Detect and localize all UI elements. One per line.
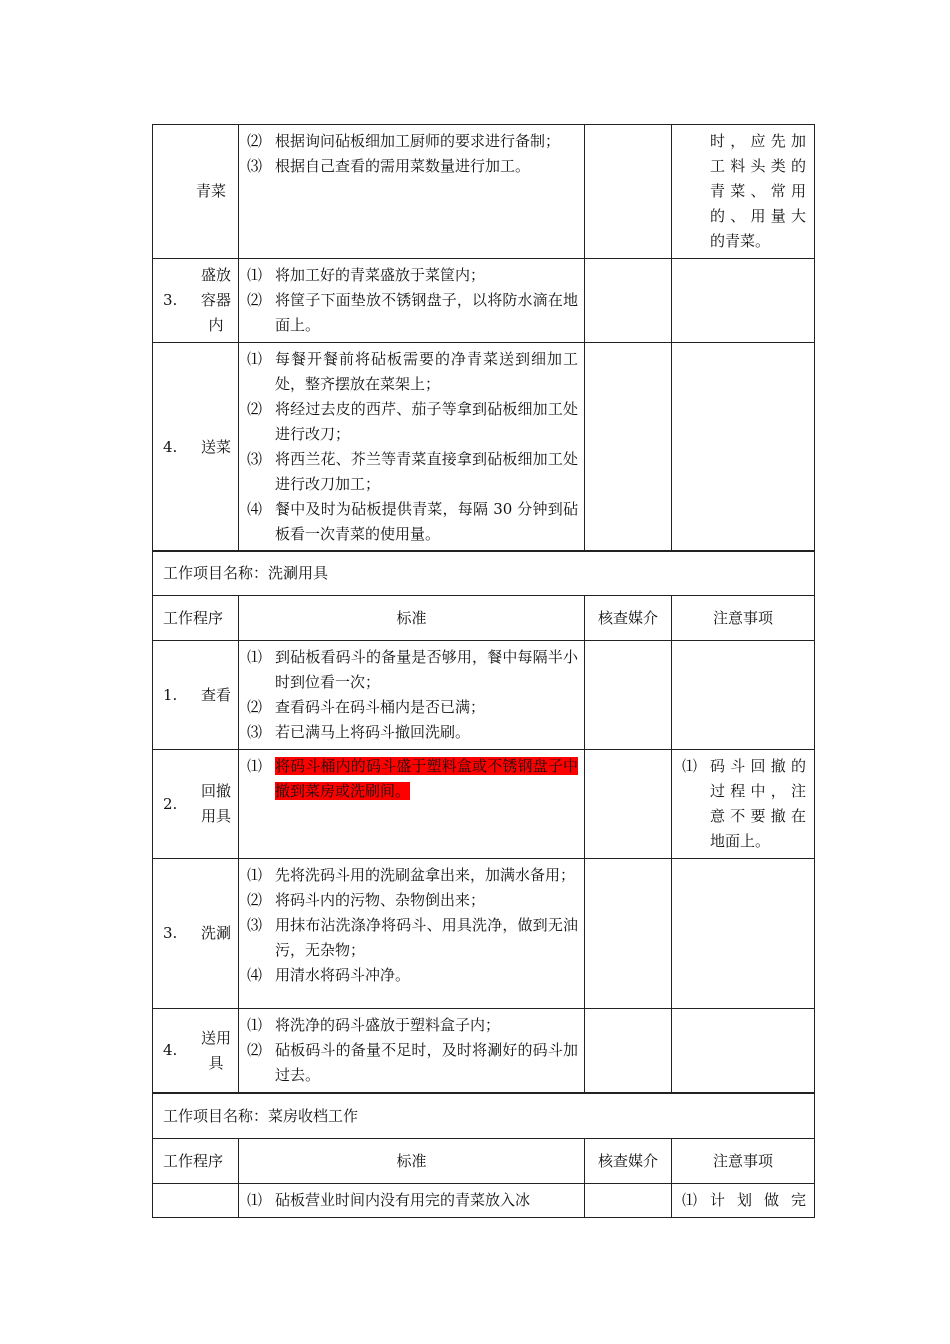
step-cell [153, 259, 239, 343]
standard-text: 用清水将码斗冲净。 [275, 966, 411, 984]
header-notes: 注意事项 [672, 596, 815, 641]
standard-text: 将经过去皮的西芹、茄子等拿到砧板细加工处进行改刀； [275, 400, 578, 443]
note-text: 青菜、常用 [710, 182, 806, 200]
item-marker: ⑷ [247, 966, 263, 984]
item-marker: ⑵ [247, 1041, 263, 1059]
note-text: 过程中，注 [710, 782, 807, 800]
step-number: 3. [163, 924, 178, 942]
table-title-row [153, 1094, 815, 1139]
note-text: 码斗回撤的 [710, 757, 807, 775]
table-row [153, 125, 815, 259]
header-standard: 标准 [239, 596, 585, 641]
highlighted-text: 将码斗桶内的码斗盛于塑料盒或不锈钢盘子中撤到菜房或洗刷间。 [275, 757, 578, 800]
standard-cell [239, 259, 585, 343]
item-marker: ⑴ [247, 757, 263, 775]
check-media-cell [585, 641, 672, 750]
table-row [153, 343, 815, 552]
table-header-row [153, 1139, 815, 1184]
standard-text: 将西兰花、芥兰等青菜直接拿到砧板细加工处进行改刀加工； [275, 450, 578, 493]
item-marker: ⑵ [247, 698, 263, 716]
table-header-row [153, 596, 815, 641]
standard-text: 砧板码斗的备量不足时，及时将涮好的码斗加过去。 [275, 1041, 578, 1084]
note-text: 的青菜。 [710, 232, 771, 250]
table-row [153, 750, 815, 859]
step-name: 查看 [200, 685, 231, 704]
item-marker: ⑵ [247, 400, 263, 418]
check-media-cell [585, 1184, 672, 1218]
step-name: 送菜 [200, 437, 231, 456]
table-title: 工作项目名称：菜房收档工作 [153, 1094, 815, 1139]
standard-text: 查看码斗在码斗桶内是否已满； [275, 698, 486, 716]
step-cell [153, 750, 239, 859]
step-cell [153, 1009, 239, 1093]
note-text: 计 划 做 完 [710, 1191, 807, 1209]
table-row [153, 859, 815, 1009]
item-marker: ⑶ [247, 916, 263, 934]
step-cell [153, 859, 239, 1009]
item-marker: ⑶ [247, 723, 263, 741]
table-row [153, 641, 815, 750]
step-name: 洗涮 [200, 924, 231, 942]
standard-cell [239, 641, 585, 750]
standard-text: 用抹布沾洗涤净将码斗、用具洗净，做到无油污，无杂物； [275, 916, 578, 959]
procedure-table-washing-utensils [152, 550, 815, 1093]
standard-text: 将洗净的码斗盛放于塑料盒子内； [275, 1016, 501, 1034]
item-marker: ⑷ [247, 500, 263, 518]
standard-cell [239, 125, 585, 259]
standard-cell [239, 859, 585, 1009]
check-media-cell [585, 859, 672, 1009]
standard-text: 砧板营业时间内没有用完的青菜放入冰 [275, 1191, 531, 1209]
table-row [153, 259, 815, 343]
standard-text: 根据询问砧板细加工厨师的要求进行备制； [275, 132, 561, 150]
header-notes: 注意事项 [672, 1139, 815, 1184]
step-cell [153, 125, 239, 259]
note-text: 工料头类的 [710, 157, 806, 175]
item-marker: ⑴ [682, 757, 698, 775]
table-row [153, 1184, 815, 1218]
standard-text: 先将洗码斗用的洗刷盆拿出来，加满水备用； [275, 866, 576, 884]
step-number: 4. [163, 437, 178, 456]
header-standard: 标准 [239, 1139, 585, 1184]
item-marker: ⑵ [247, 891, 263, 909]
item-marker: ⑴ [247, 350, 263, 368]
standard-cell [239, 1009, 585, 1093]
notes-cell [672, 750, 815, 859]
table-row [153, 1009, 815, 1093]
standard-text: 将筐子下面垫放不锈钢盘子，以将防水滴在地面上。 [275, 291, 578, 334]
notes-cell [672, 641, 815, 750]
standard-text: 将码斗内的污物、杂物倒出来； [275, 891, 486, 909]
notes-cell [672, 1184, 815, 1218]
check-media-cell [585, 125, 672, 259]
notes-cell [672, 343, 815, 552]
step-cell [153, 1184, 239, 1218]
step-name: 盛放容器内 [200, 266, 231, 334]
item-marker: ⑵ [247, 291, 263, 309]
item-marker: ⑵ [247, 132, 263, 150]
header-check-media: 核查媒介 [585, 1139, 672, 1184]
check-media-cell [585, 750, 672, 859]
check-media-cell [585, 343, 672, 552]
item-marker: ⑴ [682, 1191, 698, 1209]
note-text: 时，应先加 [710, 132, 806, 150]
notes-cell [672, 259, 815, 343]
standard-cell [239, 750, 585, 859]
procedure-table-vegetables [152, 124, 815, 552]
item-marker: ⑴ [247, 866, 263, 884]
table-title-row [153, 551, 815, 596]
step-name: 回撤用具 [200, 782, 231, 825]
item-marker: ⑶ [247, 157, 263, 175]
header-check-media: 核查媒介 [585, 596, 672, 641]
step-cell [153, 343, 239, 552]
header-procedure: 工作程序 [153, 596, 239, 641]
note-text: 意不要撤在 [710, 807, 807, 825]
item-marker: ⑴ [247, 648, 263, 666]
notes-cell [672, 1009, 815, 1093]
standard-text: 若已满马上将码斗撤回洗刷。 [275, 723, 471, 741]
item-marker: ⑴ [247, 1191, 263, 1209]
standard-text: 将加工好的青菜盛放于菜筐内； [275, 266, 486, 284]
standard-text: 餐中及时为砧板提供青菜，每隔 30 分钟到砧板看一次青菜的使用量。 [275, 500, 578, 543]
procedure-table-closing-work [152, 1093, 815, 1218]
standard-cell [239, 343, 585, 552]
step-number: 3. [163, 291, 178, 309]
standard-text: 根据自己查看的需用菜数量进行加工。 [275, 157, 531, 175]
notes-cell [672, 125, 815, 259]
step-number: 1. [163, 685, 178, 704]
header-procedure: 工作程序 [153, 1139, 239, 1184]
item-marker: ⑴ [247, 266, 263, 284]
step-number: 2. [163, 794, 178, 813]
step-name: 青菜 [195, 182, 226, 200]
step-cell [153, 641, 239, 750]
check-media-cell [585, 259, 672, 343]
check-media-cell [585, 1009, 672, 1093]
step-number: 4. [163, 1041, 178, 1059]
notes-cell [672, 859, 815, 1009]
table-title: 工作项目名称：洗涮用具 [153, 551, 815, 596]
item-marker: ⑶ [247, 450, 263, 468]
standard-cell [239, 1184, 585, 1218]
note-text: 地面上。 [710, 832, 771, 850]
standard-text: 到砧板看码斗的备量是否够用，餐中每隔半小时到位看一次； [275, 648, 578, 691]
item-marker: ⑴ [247, 1016, 263, 1034]
note-text: 的、用量大 [710, 207, 806, 225]
standard-text: 每餐开餐前将砧板需要的净青菜送到细加工处，整齐摆放在菜架上； [275, 350, 578, 393]
step-name: 送用具 [200, 1028, 231, 1072]
